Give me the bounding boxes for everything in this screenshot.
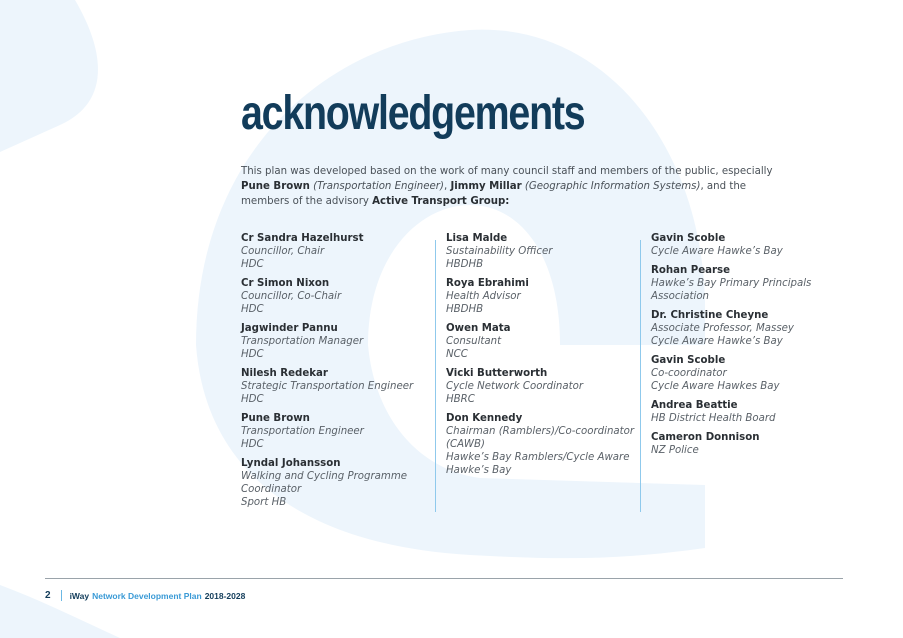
- intro-group-name: Active Transport Group:: [372, 196, 510, 207]
- contributor-role: HDC: [241, 394, 264, 405]
- contributor-name: Gavin Scoble: [651, 233, 726, 244]
- contributor-role: Cycle Network Coordinator: [446, 381, 584, 392]
- contributor-role: HBDHB: [446, 259, 484, 270]
- contributor-name: Roya Ebrahimi: [446, 278, 529, 289]
- contributor-name: Pune Brown: [241, 413, 310, 424]
- contributor-role: Associate Professor, Massey: [651, 323, 794, 334]
- intro-role-1: (Transportation Engineer): [313, 181, 444, 192]
- contributor-entry: [446, 232, 642, 271]
- contributor-role: Sustainability Officer: [446, 246, 553, 257]
- contributor-role: Councillor, Co-Chair: [241, 291, 342, 302]
- contributor-entry: [651, 399, 841, 425]
- column-divider: [640, 240, 641, 512]
- footer-doc-title: Network Development Plan: [92, 590, 202, 601]
- footer-years: 2018-2028: [204, 590, 246, 601]
- contributor-entry: [651, 264, 841, 303]
- contributor-entry: [241, 367, 437, 406]
- footer-rule: [45, 578, 843, 579]
- contributor-role: Strategic Transportation Engineer: [241, 381, 414, 392]
- contributors-column-3: [651, 232, 841, 463]
- intro-text-1: This plan was developed based on the work of many council staff and members of the public, especially: [241, 166, 773, 177]
- contributor-role: HDC: [241, 259, 264, 270]
- contributor-name: Lyndal Johansson: [241, 458, 341, 469]
- contributor-role: NCC: [446, 349, 468, 360]
- contributor-name: Cr Simon Nixon: [241, 278, 330, 289]
- contributor-entry: [241, 412, 437, 451]
- contributor-entry: [241, 277, 437, 316]
- contributor-role: NZ Police: [651, 445, 699, 456]
- contributor-role: Co-coordinator: [651, 368, 727, 379]
- contributor-entry: [241, 322, 437, 361]
- contributor-role: Sport HB: [241, 497, 287, 508]
- contributor-name: Nilesh Redekar: [241, 368, 328, 379]
- contributor-role: Consultant: [446, 336, 502, 347]
- footer-separator: [61, 590, 62, 601]
- contributor-name: Rohan Pearse: [651, 265, 731, 276]
- intro-name-2: Jimmy Millar: [450, 181, 522, 192]
- contributor-entry: [651, 309, 841, 348]
- contributor-role: HBDHB: [446, 304, 484, 315]
- contributor-name: Lisa Malde: [446, 233, 508, 244]
- contributor-entry: [651, 431, 841, 457]
- contributor-role: Hawke’s Bay Ramblers/Cycle Aware Hawke’s Bay: [446, 452, 630, 476]
- intro-text-2: ,: [443, 181, 451, 192]
- intro-role-2: (Geographic Information Systems): [524, 181, 701, 192]
- contributor-role: HDC: [241, 439, 264, 450]
- contributor-name: Gavin Scoble: [651, 355, 726, 366]
- intro-text-3: , and the members of the advisory: [241, 181, 747, 207]
- contributor-role: Chairman (Ramblers)/Co-coordinator (CAWB): [446, 426, 635, 450]
- contributor-entry: [446, 412, 642, 477]
- footer: [45, 590, 245, 601]
- contributor-role: Cycle Aware Hawke’s Bay: [651, 336, 783, 347]
- intro-paragraph: [241, 164, 781, 209]
- page-number: 2: [45, 590, 51, 601]
- contributor-role: Cycle Aware Hawkes Bay: [651, 381, 780, 392]
- contributor-name: Cameron Donnison: [651, 432, 760, 443]
- contributor-name: Owen Mata: [446, 323, 511, 334]
- contributor-entry: [241, 457, 437, 509]
- contributor-role: HBRC: [446, 394, 475, 405]
- contributor-entry: [651, 354, 841, 393]
- contributor-entry: [446, 277, 642, 316]
- contributor-role: Hawke’s Bay Primary Principals Association: [651, 278, 812, 302]
- contributor-role: Transportation Manager: [241, 336, 364, 347]
- footer-brand: iWay: [69, 590, 90, 601]
- contributor-name: Vicki Butterworth: [446, 368, 548, 379]
- contributor-role: Councillor, Chair: [241, 246, 325, 257]
- contributor-name: Cr Sandra Hazelhurst: [241, 233, 364, 244]
- contributor-name: Dr. Christine Cheyne: [651, 310, 769, 321]
- contributor-entry: [446, 367, 642, 406]
- contributor-role: Cycle Aware Hawke’s Bay: [651, 246, 783, 257]
- contributor-role: HDC: [241, 349, 264, 360]
- contributor-role: HB District Health Board: [651, 413, 776, 424]
- contributor-role: Transportation Engineer: [241, 426, 364, 437]
- contributors-column-2: [446, 232, 642, 483]
- contributor-name: Andrea Beattie: [651, 400, 738, 411]
- contributor-entry: [446, 322, 642, 361]
- contributor-role: Health Advisor: [446, 291, 521, 302]
- contributor-name: Jagwinder Pannu: [241, 323, 338, 334]
- column-divider: [435, 240, 436, 512]
- contributor-entry: [241, 232, 437, 271]
- page-title: acknowledgements: [241, 87, 585, 140]
- intro-name-1: Pune Brown: [241, 181, 310, 192]
- contributor-entry: [651, 232, 841, 258]
- contributors-column-1: [241, 232, 437, 515]
- contributor-role: Walking and Cycling Programme Coordinator: [241, 471, 408, 495]
- contributor-name: Don Kennedy: [446, 413, 523, 424]
- contributor-role: HDC: [241, 304, 264, 315]
